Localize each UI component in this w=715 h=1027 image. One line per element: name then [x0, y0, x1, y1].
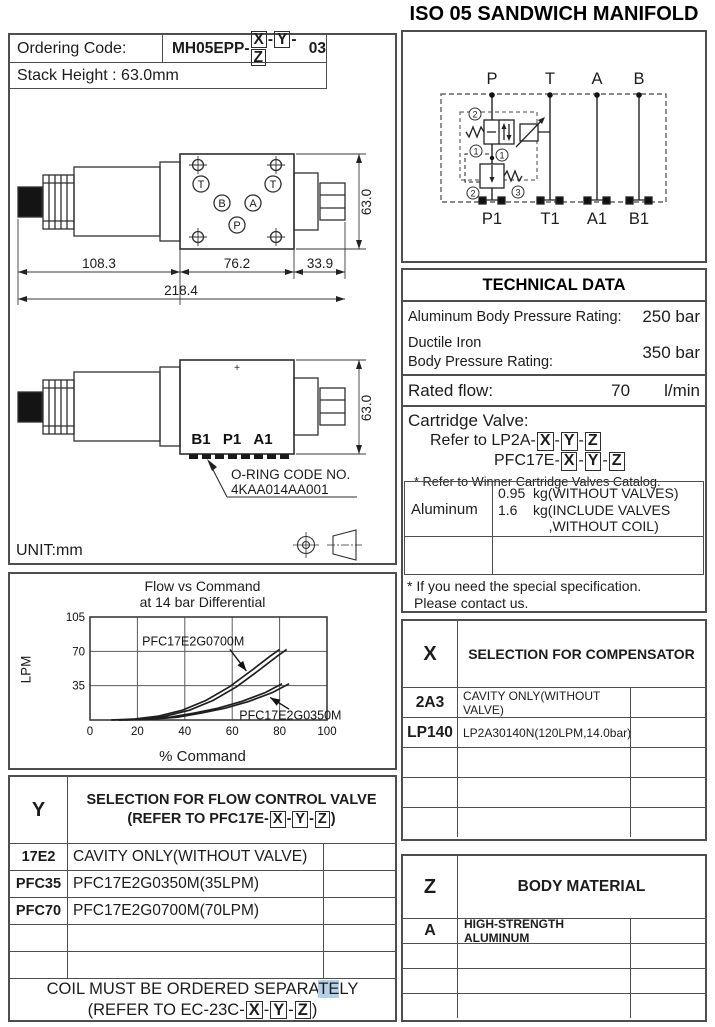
chart-xlabel: % Command [159, 748, 246, 765]
sch-port-a1: A1 [586, 210, 608, 228]
port-p-label: P [233, 220, 241, 232]
ordering-code-value [162, 30, 326, 66]
sch-port-b: B [633, 70, 645, 88]
port-t2-label: T [269, 179, 277, 191]
z-row-extra [630, 969, 705, 993]
table-row [403, 777, 705, 807]
weight-material: Aluminum [405, 482, 492, 537]
ductile-pressure-value: 350 bar [642, 343, 700, 362]
z-table-header-row [403, 856, 705, 918]
boxed-y-code: Y [270, 1001, 287, 1020]
sch-port-t: T [544, 70, 556, 88]
rated-flow-label: Rated flow: [408, 380, 494, 400]
rated-flow-unit: l/min [664, 380, 700, 400]
z-row-extra [630, 994, 705, 1018]
adjust-knob-2 [18, 392, 42, 422]
sch-port-a: A [591, 70, 603, 88]
y-row-key: 17E2 [21, 849, 56, 865]
rated-flow-value: 70 [611, 380, 631, 400]
coil-l2-post: ) [311, 1000, 318, 1019]
stack-height-row [10, 63, 326, 89]
sch-port-p: P [486, 70, 498, 88]
z-row-desc [457, 994, 630, 1018]
x-table-key: X [423, 642, 437, 665]
dimension-arrows [18, 154, 362, 302]
x-row-extra [630, 688, 705, 717]
technical-data-panel [401, 268, 707, 613]
y-tick-label: 105 [65, 612, 85, 624]
curve-label: PFC17E2G0700M [142, 634, 245, 649]
port-flange-icon [479, 197, 652, 204]
plus-mark: + [234, 363, 240, 374]
weight-line-2: 1.6 kg(INCLUDE VALVES [498, 501, 671, 518]
mark-2: 2 [472, 109, 478, 120]
port-t-label: T [197, 179, 205, 191]
cartridge-ref-2 [408, 451, 700, 471]
boxed-y-code: Y [292, 811, 308, 828]
x-row-desc [457, 778, 630, 807]
x-tick-label: 100 [317, 726, 337, 738]
cart-ref2-xyz: X - Y - Z [560, 452, 626, 469]
sch-port-b1: B1 [628, 210, 650, 228]
port-b-label: B [218, 198, 226, 210]
x-tick-label: 20 [131, 726, 144, 738]
mark-1b: 1 [499, 150, 505, 161]
x-row-extra [630, 808, 705, 837]
ordering-code-label: Ordering Code: [17, 39, 127, 57]
x-tick-label: 80 [273, 726, 286, 738]
cartridge-title: Cartridge Valve: [408, 411, 529, 430]
x-row-desc [457, 808, 630, 837]
y-title-xyz: X - Y - Z [269, 811, 331, 827]
sch-port-p1: P1 [481, 210, 503, 228]
table-row [10, 924, 395, 951]
coil-note [10, 978, 395, 1020]
table-row [10, 870, 395, 897]
chart-title-line1: Flow vs Command [144, 578, 261, 594]
code-prefix: MH05EPP- [172, 39, 250, 57]
alum-pressure-label: Aluminum Body Pressure Rating: [408, 309, 622, 325]
z-row-key [403, 944, 457, 968]
cart-ref1-xyz: X - Y - Z [536, 432, 602, 449]
x-tick-label: 60 [225, 726, 239, 738]
y-row-key [10, 952, 67, 978]
ductile-pressure-row [403, 332, 705, 376]
z-row-desc: HIGH-STRENGTH ALUMINUM [457, 919, 630, 943]
boxed-x-code: X [246, 1001, 263, 1020]
cart-ref1-pre: Refer to LP2A- [430, 432, 536, 450]
boxed-z-code: Z [251, 49, 266, 67]
side-p1: P1 [222, 431, 242, 448]
coil-l1-post: LY [339, 979, 359, 998]
y-row-desc: PFC17E2G0700M(70LPM) [67, 898, 323, 924]
z-table-key: Z [423, 875, 437, 898]
dim-34: 33.9 [306, 256, 334, 271]
table-row [403, 993, 705, 1018]
technical-data-header: TECHNICAL DATA [403, 270, 705, 302]
dimension-lines-2 [296, 360, 366, 454]
oring-text-1: O-RING CODE NO. [231, 467, 351, 482]
code-xyz-boxes: X - Y -Z [250, 31, 309, 67]
table-row [403, 717, 705, 747]
y-table-title [67, 777, 395, 843]
spring-icon [466, 127, 484, 137]
y-table-header-row [10, 777, 395, 843]
boxed-x-code: X [561, 452, 578, 470]
cartridge-note: * Refer to Winner Cartridge Valves Catalog. [414, 474, 661, 490]
x-table-header-row [403, 621, 705, 687]
drawing-panel [8, 30, 397, 565]
ductile-pressure-label [408, 334, 553, 372]
boxed-z-code: Z [315, 811, 330, 828]
y-title-pre: (REFER TO PFC17E- [127, 811, 269, 827]
z-row-extra [630, 919, 705, 943]
weight-col-material [405, 482, 493, 574]
boxed-y-code: Y [585, 452, 602, 470]
oring-callout [207, 459, 357, 497]
alum-pressure-value: 250 bar [642, 307, 700, 326]
side-view-drawing [18, 360, 374, 497]
boxed-x-code: X [270, 811, 286, 828]
x-row-desc: LP2A30140N(120LPM,14.0bar) [457, 718, 630, 747]
special-spec-note [407, 578, 641, 612]
y-tick-label: 70 [72, 646, 85, 659]
mark-1: 1 [473, 146, 479, 157]
z-row-desc [457, 944, 630, 968]
code-suffix: 03 [308, 39, 326, 57]
chart-ylabel: LPM [18, 655, 34, 684]
valve-drawings [10, 87, 395, 563]
x-row-desc: CAVITY ONLY(WITHOUT VALVE) [457, 688, 630, 717]
y-row-extra [323, 952, 395, 978]
dim-108: 108.3 [82, 256, 116, 271]
x-row-extra [630, 748, 705, 777]
y-row-desc: PFC17E2G0350M(35LPM) [67, 871, 323, 897]
table-row [403, 747, 705, 777]
z-table-title: BODY MATERIAL [457, 856, 705, 918]
y-row-key: PFC35 [15, 876, 62, 892]
y-selection-table [8, 775, 397, 1022]
z-row-key [403, 994, 457, 1018]
x-row-desc [457, 748, 630, 777]
dimension-text [82, 189, 374, 298]
coil-note-line2 [88, 1000, 318, 1021]
y-title-post: ) [330, 811, 336, 827]
x-tick-label: 40 [178, 726, 192, 738]
y-row-extra [323, 844, 395, 870]
z-row-extra [630, 944, 705, 968]
x-row-key: LP140 [407, 723, 453, 741]
y-table-title-line1: SELECTION FOR FLOW CONTROL VALVE [86, 792, 377, 809]
side-a1: A1 [253, 431, 273, 448]
cartridge-ref-1 [408, 431, 700, 451]
weight-values [493, 482, 703, 537]
annotation-arrowhead [268, 694, 280, 705]
x-table-title: SELECTION FOR COMPENSATOR [457, 621, 705, 687]
top-view-drawing [18, 154, 374, 305]
dim-218: 218.4 [164, 283, 198, 298]
y-row-extra [323, 898, 395, 924]
x-row-extra [630, 778, 705, 807]
schematic-top-ports [486, 70, 644, 88]
hydraulic-schematic-panel [401, 30, 707, 263]
mark-3: 3 [515, 187, 521, 198]
port-labels [193, 176, 281, 233]
z-selection-table [401, 854, 707, 1022]
x-row-key [403, 808, 457, 837]
side-port-labels [191, 431, 272, 448]
coil-note-line1 [47, 979, 359, 1000]
boxed-y-code: Y [561, 432, 578, 450]
boxed-y-code: Y [274, 31, 290, 49]
spec-note-line2: Please contact us. [414, 594, 529, 611]
x-row-key [403, 748, 457, 777]
stack-height-label: Stack Height : 63.0mm [17, 66, 179, 84]
boxed-z-code: Z [609, 452, 625, 470]
weight-line-3: ,WITHOUT COIL) [498, 518, 659, 535]
weight-values-empty [493, 537, 703, 574]
coil-xyz: X - Y - Z [245, 1001, 312, 1019]
y-row-desc [67, 952, 323, 978]
coil-l2-pre: (REFER TO EC-23C- [87, 1000, 245, 1019]
alum-pressure-row [403, 302, 705, 332]
unit-label: UNIT:mm [16, 542, 83, 559]
boxed-x-code: X [251, 31, 267, 49]
x-row-key [403, 778, 457, 807]
y-tick-label: 35 [72, 680, 85, 693]
ductile-label-1: Ductile Iron [408, 335, 482, 352]
weight-table [404, 481, 704, 575]
sch-port-t1: T1 [540, 210, 560, 228]
y-table-title-line2 [127, 810, 335, 829]
coil-l1-highlight: TE [318, 979, 340, 998]
y-row-extra [323, 925, 395, 951]
y-row-extra [323, 871, 395, 897]
weight-material-empty [405, 537, 492, 574]
cart-ref2-pre: PFC17E- [494, 452, 560, 470]
curve-label: PFC17E2G0350M [239, 708, 342, 723]
adjust-knob [18, 187, 42, 217]
x-tick-label: 0 [86, 726, 94, 738]
chart-title-line2: at 14 bar Differential [139, 594, 266, 610]
side-b1: B1 [191, 431, 211, 448]
x-row-key: 2A3 [415, 693, 445, 711]
cartridge-valve-section [403, 407, 705, 490]
dim-63-side: 63.0 [359, 394, 374, 422]
table-row [403, 968, 705, 993]
weight-line-1: 0.95 kg(WITHOUT VALVES) [498, 485, 679, 501]
y-table-key: Y [31, 798, 46, 821]
spec-note-line1: * If you need the special specification. [407, 578, 642, 594]
dim-76: 76.2 [223, 256, 251, 271]
z-row-key: A [424, 922, 436, 939]
projection-symbol-icon [293, 530, 362, 560]
z-row-key [403, 969, 457, 993]
weight-col-values [493, 482, 703, 574]
y-row-desc: CAVITY ONLY(WITHOUT VALVE) [67, 844, 323, 870]
ordering-code-table [10, 30, 327, 89]
table-row [10, 843, 395, 870]
hydraulic-schematic [403, 32, 705, 261]
ductile-label-2: Body Pressure Rating: [408, 354, 554, 370]
mark-2b: 2 [470, 188, 476, 199]
z-row-desc [457, 969, 630, 993]
port-a-label: A [249, 198, 257, 210]
x-row-extra [630, 718, 705, 747]
boxed-z-code: Z [295, 1001, 311, 1020]
flow-lines [492, 95, 639, 200]
y-row-key [10, 925, 67, 951]
table-row [403, 918, 705, 943]
rated-flow-row [403, 376, 705, 407]
ordering-code-row [10, 30, 326, 66]
table-row [403, 807, 705, 837]
table-row [403, 687, 705, 717]
boxed-x-code: X [537, 432, 554, 450]
table-row [10, 897, 395, 924]
boxed-z-code: Z [585, 432, 601, 450]
schematic-bottom-ports [482, 210, 649, 228]
table-row [403, 943, 705, 968]
x-selection-table [401, 619, 707, 841]
table-row [10, 951, 395, 978]
flow-chart-panel [8, 572, 397, 770]
coil-l1-pre: COIL MUST BE ORDERED SEPARA [46, 979, 319, 998]
plot-border [90, 617, 327, 720]
oring-text-2: 4KAA014AA001 [231, 482, 329, 497]
y-row-desc [67, 925, 323, 951]
y-row-key: PFC70 [15, 903, 62, 919]
page-title: ISO 05 SANDWICH MANIFOLD [409, 3, 699, 25]
dim-63-top: 63.0 [359, 188, 374, 216]
